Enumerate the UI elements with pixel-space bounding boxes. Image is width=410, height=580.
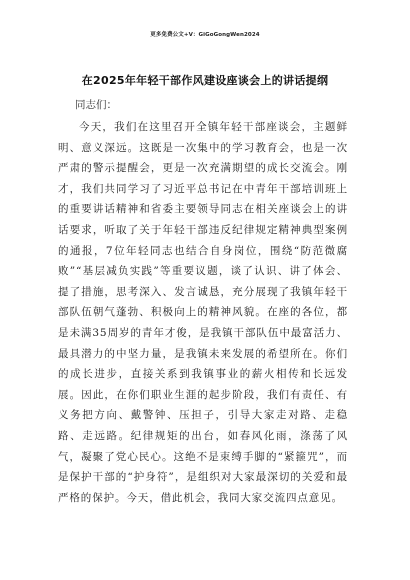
document-title: 在2025年年轻干部作风建设座谈会上的讲话提纲	[81, 74, 329, 87]
body-paragraph: 今天，我们在这里召开全镇年轻干部座谈会，主题鲜明、意义深远。这既是一次集中的学习教育会，也是一次严肃的警示提醒会，更是一次充满期望的成长交流会。刚才，我们共同学习了习近平总书记在中青年干部培训班上的重要讲话精神和省委主要领导同志在相关座谈会上的讲话要求，听取了关于年轻干部违反纪律规定精神典型案例的通报，7位年轻同志也结合自身岗位，围绕“防范微腐败”“基层减负实践”等重要议题，谈了认识、讲了体会、提了措施，思考深入、发言诚恳，充分展现了我镇年轻干部队伍朝气蓬勃、积极向上的精神风貌。在座的各位，都是未满35周岁的青年才俊，是我镇干部队伍中最富活力、最具潜力的中坚力量，是我镇未来发展的希望所在。你们的成长进步，直接关系到我镇事业的薪火相传和长远发展。因此，在你们职业生涯的起步阶段，我们有责任、有义务把方向、戴警钟、压担子，引导大家走对路、走稳路、走远路。纪律规矩的出台，如春风化雨，涤荡了风气，凝聚了党心民心。这绝不是束缚手脚的“紧箍咒”，而是保护干部的“护身符”，是组织对大家最深切的关爱和最严格的保护。今天，借此机会，我同大家交流四点意见。	[58, 121, 348, 504]
salutation: 同志们：	[75, 99, 117, 111]
header-note: 更多免费公文+V：GiGoGongWen2024	[150, 32, 260, 38]
document-body	[58, 117, 348, 508]
